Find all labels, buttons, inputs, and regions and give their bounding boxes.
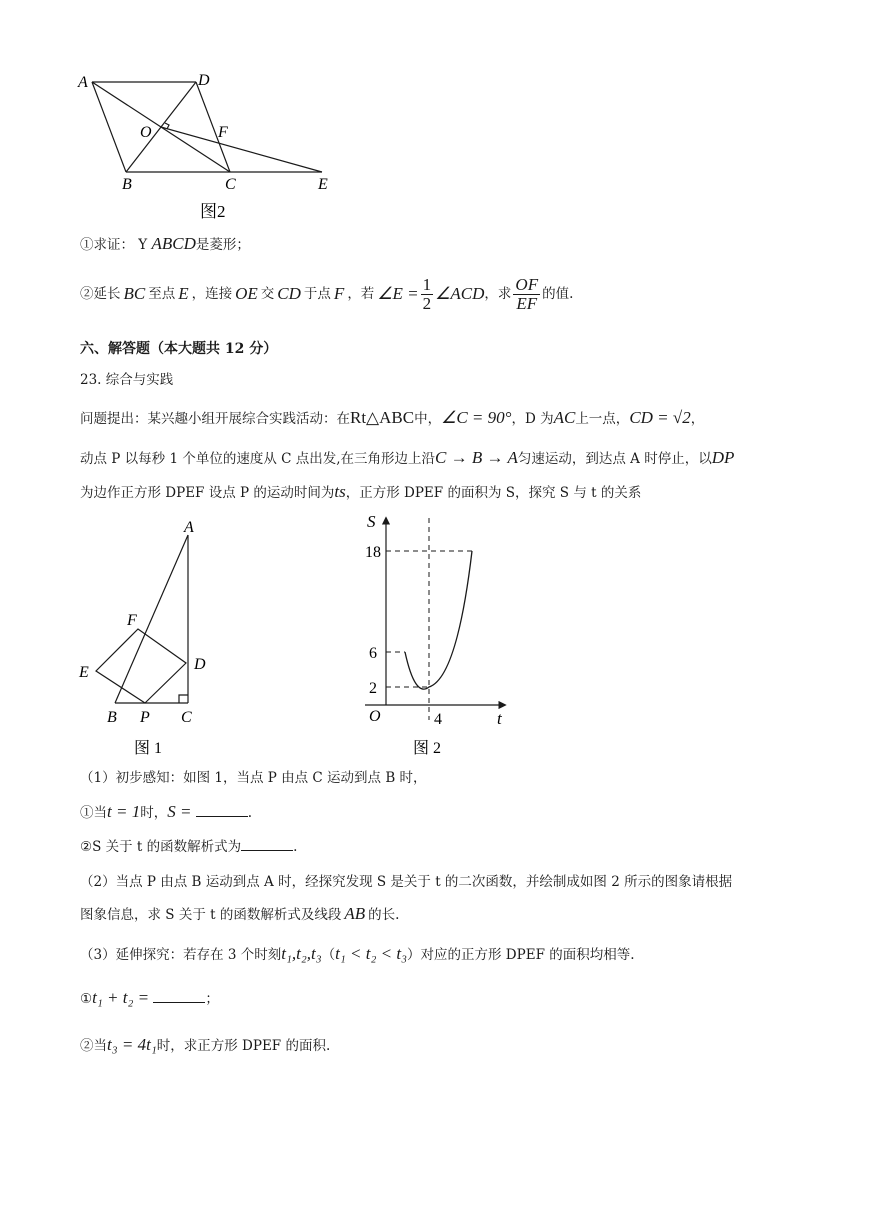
fig1-caption: 图 1 <box>134 740 163 757</box>
label-O: O <box>140 124 152 141</box>
answer-blank[interactable] <box>241 836 293 851</box>
label-D: D <box>198 72 210 89</box>
fig2-caption: 图 2 <box>413 740 442 757</box>
xtick-4: 4 <box>434 711 442 728</box>
ytick-18: 18 <box>365 544 381 561</box>
fig1-label-D: D <box>194 656 206 673</box>
graph-curve <box>405 551 472 689</box>
section-title: 六、解答题（本大题共 12 分） <box>80 341 278 357</box>
axis-label-S: S <box>367 512 376 531</box>
label-B: B <box>122 176 132 193</box>
q22-part2: ②延长 BC 至点 E ，连接 OE 交 CD 于点 F ，若 ∠E = $\frac{1}{2}$ ∠ACD ，求 $\frac{OF}{EF}$ 的值. <box>80 274 574 313</box>
fig1-label-P: P <box>140 709 150 726</box>
figure-1 <box>70 515 240 765</box>
fig1-label-A: A <box>184 519 194 536</box>
q23-part1-1: ①当t = 1时，S = . <box>80 802 253 821</box>
q23-part3: （3）延伸探究：若存在 3 个时刻t₁,t₂,t₃（t₁ < t₂ < t₃）对应的正方形 DPEF 的面积均相等. <box>80 944 635 963</box>
q23-part2-b: 图象信息，求 S 关于 t 的函数解析式及线段 AB 的长. <box>80 904 400 923</box>
q22-part1: ①求证： Y ABCD是菱形； <box>80 234 250 253</box>
origin-label: O <box>369 708 381 725</box>
label-A: A <box>78 74 88 91</box>
q23-part3-1: ①t₁ + t₂ = ； <box>80 988 219 1007</box>
ytick-2: 2 <box>369 680 377 697</box>
label-F: F <box>218 124 228 141</box>
fig1-label-B: B <box>107 709 117 726</box>
q23-part3-2: ②当t₃ = 4t₁时，求正方形 DPEF 的面积. <box>80 1035 331 1054</box>
parallelogram-figure <box>70 65 350 225</box>
fraction-half: $\frac{1}{2}$ <box>422 274 432 313</box>
q23-number: 23. 综合与实践 <box>80 372 174 388</box>
label-C: C <box>225 176 236 193</box>
q23-intro-3: 为边作正方形 DPEF 设点 P 的运动时间为ts，正方形 DPEF 的面积为 S，探究 S 与 t 的关系 <box>80 482 642 501</box>
figure-2-graph <box>355 510 515 765</box>
answer-blank[interactable] <box>153 988 205 1003</box>
label-E: E <box>318 176 328 193</box>
q23-part2-a: （2）当点 P 由点 B 运动到点 A 时，经探究发现 S 是关于 t 的二次函数，并绘制成如图 2 所示的图象请根据 <box>80 874 733 890</box>
q23-part1-2: ②S 关于 t 的函数解析式为 . <box>80 836 297 857</box>
fig1-label-F: F <box>127 612 137 629</box>
fig1-label-E: E <box>79 664 89 681</box>
q23-intro-1: 问题提出：某兴趣小组开展综合实践活动：在Rt△ABC中，∠C = 90°，D 为AC上一点，CD = √2， <box>80 408 705 427</box>
fig1-label-C: C <box>181 709 192 726</box>
ytick-6: 6 <box>369 645 377 662</box>
axis-label-t: t <box>497 709 502 728</box>
q23-intro-2: 动点 P 以每秒 1 个单位的速度从 C 点出发,在三角形边上沿C → B → A匀速运动，到达点 A 时停止，以DP <box>80 448 735 467</box>
q23-part1: （1）初步感知：如图 1，当点 P 由点 C 运动到点 B 时， <box>80 770 427 786</box>
answer-blank[interactable] <box>196 802 248 817</box>
fraction-of-ef: $\frac{OF}{EF}$ <box>515 274 539 313</box>
figure-caption: 图2 <box>200 202 226 221</box>
